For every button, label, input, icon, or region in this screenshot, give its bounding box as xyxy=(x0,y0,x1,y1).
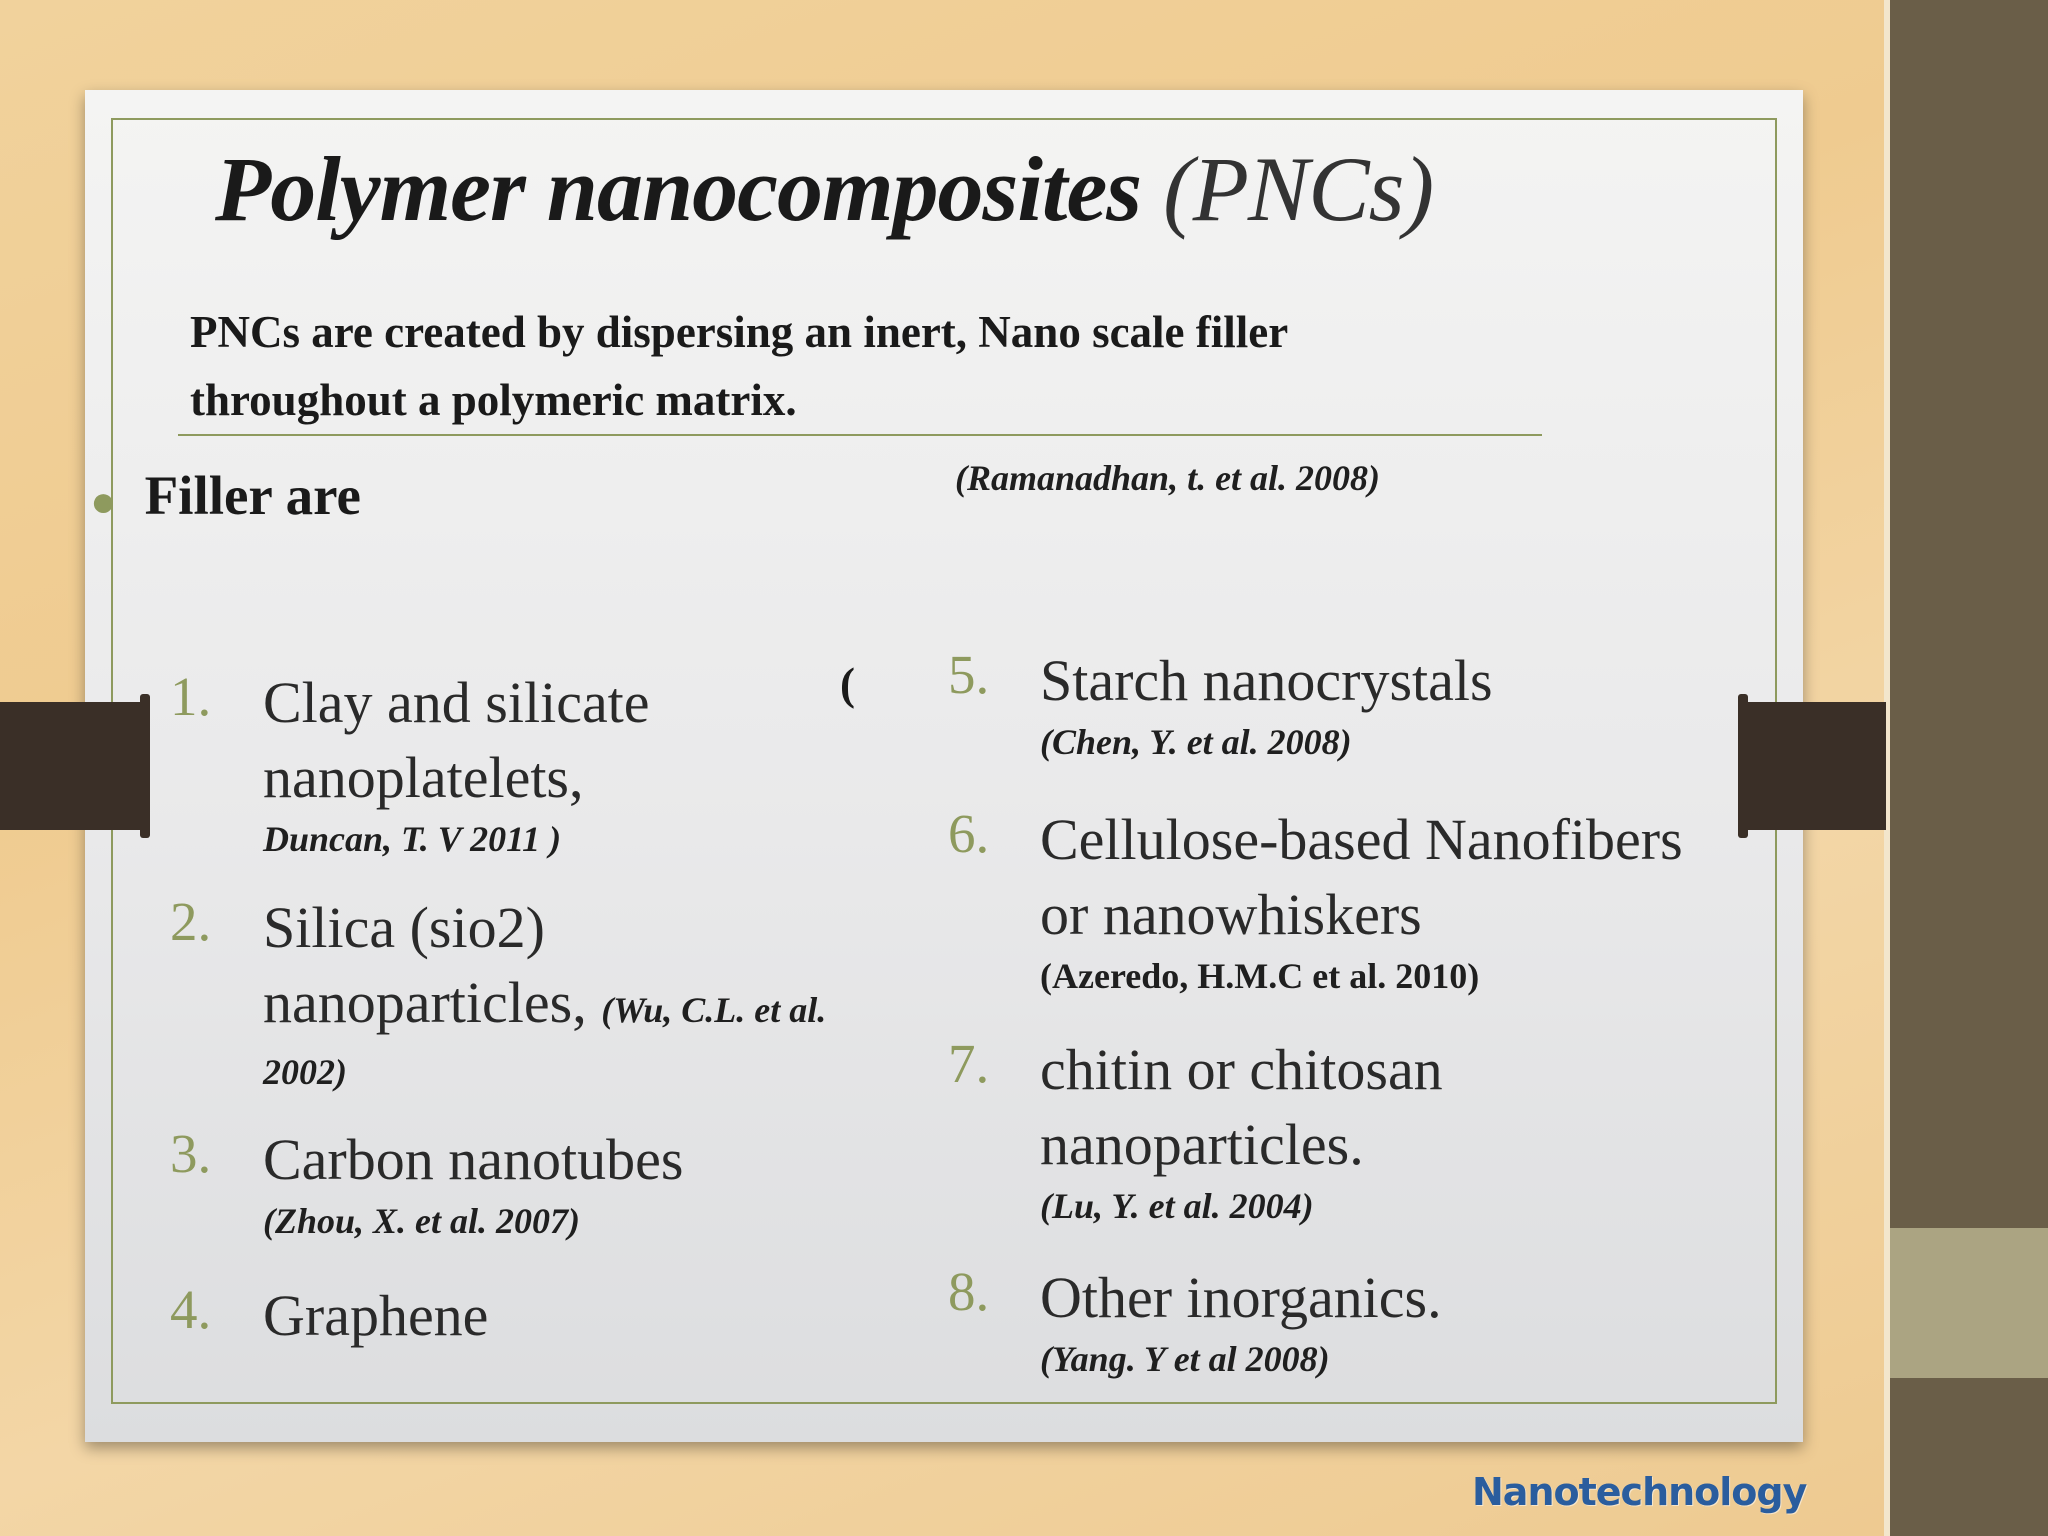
list-item-number: 7. xyxy=(948,1033,990,1094)
list-item-citation: 2002) xyxy=(263,1052,347,1092)
list-item-text xyxy=(263,1278,488,1353)
list-item-number: 1. xyxy=(170,666,212,727)
list-item-text xyxy=(1040,802,1683,1000)
list-item-line: Clay and silicate xyxy=(263,670,650,735)
list-item-text xyxy=(1040,1260,1442,1383)
list-item-line: Carbon nanotubes xyxy=(263,1127,684,1192)
list-item-number: 3. xyxy=(170,1123,212,1184)
list-item-number: 6. xyxy=(948,803,990,864)
bullet-heading xyxy=(90,464,361,527)
slide-definition xyxy=(190,298,1620,434)
list-item-line: nanoparticles. xyxy=(1040,1112,1364,1177)
list-item-citation: (Chen, Y. et al. 2008) xyxy=(1040,722,1352,762)
definition-line-1: PNCs are created by dispersing an inert, Nano scale filler xyxy=(190,307,1289,357)
list-item-line: Graphene xyxy=(263,1283,489,1348)
list-item-number: 8. xyxy=(948,1261,990,1322)
list-item-text xyxy=(263,1122,683,1245)
list-item-line: nanoplatelets, xyxy=(263,745,584,810)
list-item-text xyxy=(1040,1032,1443,1230)
list-item-number: 2. xyxy=(170,891,212,952)
stray-parenthesis: ( xyxy=(840,659,855,709)
list-item-number: 4. xyxy=(170,1279,212,1340)
list-item-line: or nanowhiskers xyxy=(1040,882,1422,947)
list-item-text xyxy=(1040,643,1493,766)
title-divider xyxy=(178,434,1542,436)
list-item-line: Starch nanocrystals xyxy=(1040,648,1493,713)
title-acronym: (PNCs) xyxy=(1163,138,1434,240)
title-main: Polymer nanocomposites xyxy=(215,138,1142,240)
list-item-citation: (Lu, Y. et al. 2004) xyxy=(1040,1186,1314,1226)
list-item-citation: (Yang. Y et al 2008) xyxy=(1040,1339,1330,1379)
list-item-citation: (Azeredo, H.M.C et al. 2010) xyxy=(1040,956,1480,996)
binder-clip-left xyxy=(0,702,142,830)
bullet-heading-text: Filler are xyxy=(144,465,361,526)
definition-line-2: throughout a polymeric matrix. xyxy=(190,375,797,425)
list-item-number: 5. xyxy=(948,644,990,705)
list-item-line: Cellulose-based Nanofibers xyxy=(1040,807,1683,872)
list-item-text xyxy=(263,665,650,863)
right-panel-accent xyxy=(1890,1228,2048,1378)
brand-logo-text: Nanotechnology xyxy=(1472,1470,1807,1514)
list-item-line: nanoparticles, xyxy=(263,970,602,1035)
list-item-citation: Duncan, T. V 2011 ) xyxy=(263,819,562,859)
binder-clip-right xyxy=(1746,702,1886,830)
list-item-line: Other inorganics. xyxy=(1040,1265,1442,1330)
list-item-line: Silica (sio2) xyxy=(263,895,545,960)
bullet-dot-icon: ● xyxy=(90,476,117,526)
slide-title xyxy=(215,136,1615,242)
list-item-citation-inline: (Wu, C.L. et al. xyxy=(601,990,827,1030)
list-item-citation: (Zhou, X. et al. 2007) xyxy=(263,1201,581,1241)
citation-top-right: (Ramanadhan, t. et al. 2008) xyxy=(955,458,1381,498)
list-item-line: chitin or chitosan xyxy=(1040,1037,1443,1102)
list-item-text xyxy=(263,890,826,1096)
